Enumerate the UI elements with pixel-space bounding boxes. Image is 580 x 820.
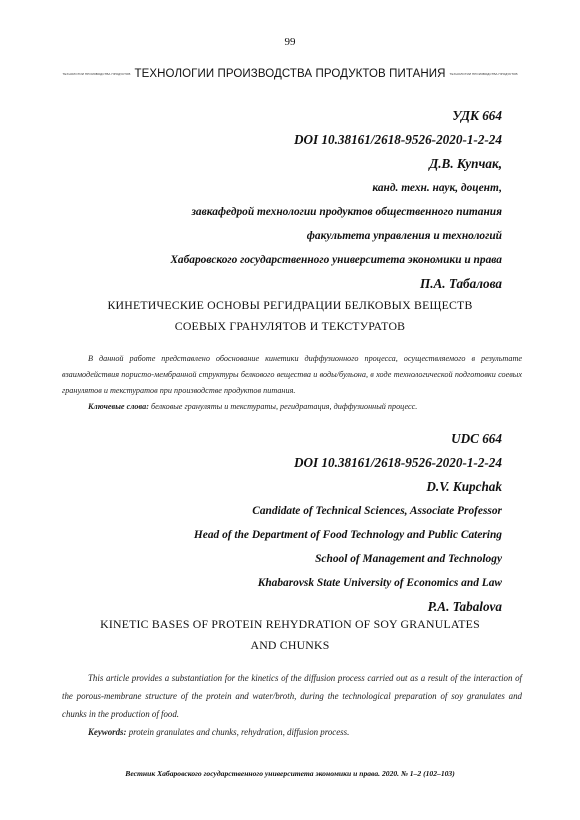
en-doi: DOI 10.38161/2618-9526-2020-1-2-24 bbox=[293, 455, 502, 470]
en-keywords bbox=[62, 723, 522, 741]
header-ornament-left: ТЕХНОЛОГИИ ПРОИЗВОДСТВА ПРОДУКТОВ bbox=[62, 72, 131, 76]
en-keywords-label: Keywords: bbox=[88, 727, 127, 737]
running-header bbox=[0, 68, 580, 80]
en-title-line2: AND CHUNKS bbox=[250, 638, 330, 652]
page-number: 99 bbox=[284, 36, 296, 48]
ru-keywords-label: Ключевые слова: bbox=[88, 402, 149, 411]
header-ornament-right: ТЕХНОЛОГИИ ПРОИЗВОДСТВА ПРОДУКТОВ bbox=[449, 72, 518, 76]
ru-degree: канд. техн. наук, доцент, bbox=[372, 182, 502, 194]
ru-author-block bbox=[170, 104, 502, 296]
en-udc: UDC 664 bbox=[451, 431, 502, 446]
en-faculty: School of Management and Technology bbox=[315, 553, 502, 565]
en-position: Head of the Department of Food Technology and Public Catering bbox=[193, 529, 502, 541]
ru-position: завкафедрой технологии продуктов общественного питания bbox=[191, 206, 502, 218]
ru-university: Хабаровского государственного университета экономики и права bbox=[170, 254, 502, 266]
ru-author2: П.А. Табалова bbox=[419, 276, 502, 291]
ru-doi: DOI 10.38161/2618-9526-2020-1-2-24 bbox=[293, 132, 502, 147]
ru-faculty: факультета управления и технологий bbox=[306, 230, 502, 242]
en-degree: Candidate of Technical Sciences, Associate Professor bbox=[252, 505, 502, 517]
ru-keywords bbox=[62, 399, 522, 415]
en-author1: D.V. Kupchak bbox=[426, 479, 502, 494]
en-keywords-text: protein granulates and chunks, rehydration, diffusion process. bbox=[128, 727, 350, 737]
ru-abstract bbox=[62, 351, 522, 415]
en-university: Khabarovsk State University of Economics and Law bbox=[257, 577, 502, 589]
header-title: ТЕХНОЛОГИИ ПРОИЗВОДСТВА ПРОДУКТОВ ПИТАНИЯ bbox=[134, 68, 446, 80]
ru-article-title bbox=[0, 295, 580, 337]
en-abstract bbox=[62, 669, 522, 741]
en-abstract-text: This article provides a substantiation for the kinetics of the diffusion process carried out as a result of the interaction of the porous-membrane structure of the protein and water/broth, during the technological preparation of soy granulates and chunks in the production of food. bbox=[62, 673, 522, 719]
en-title-line1: KINETIC BASES OF PROTEIN REHYDRATION OF SOY GRANULATES bbox=[100, 617, 480, 631]
en-article-title bbox=[0, 614, 580, 656]
ru-title-line1: КИНЕТИЧЕСКИЕ ОСНОВЫ РЕГИДРАЦИИ БЕЛКОВЫХ ВЕЩЕСТВ bbox=[107, 298, 473, 312]
en-author2: P.A. Tabalova bbox=[427, 599, 502, 614]
ru-abstract-text: В данной работе представлено обоснование кинетики диффузионного процесса, осуществляемого в результате взаимодействия пористо-мембранной структуры белкового вещества и воды/бульона, в ходе технологической подготовки соевых гранулятов и текстуратов при производстве продуктов питания. bbox=[62, 354, 522, 395]
en-author-block bbox=[194, 427, 502, 619]
ru-title-line2: СОЕВЫХ ГРАНУЛЯТОВ И ТЕКСТУРАТОВ bbox=[174, 319, 406, 333]
ru-author1: Д.В. Купчак, bbox=[429, 156, 502, 171]
ru-keywords-text: белковые грануляты и текстураты, регидратация, диффузионный процесс. bbox=[150, 402, 418, 411]
page-footer: Вестник Хабаровского государственного университета экономики и права. 2020. № 1–2 (102–103) bbox=[125, 769, 455, 778]
ru-udc: УДК 664 bbox=[452, 108, 502, 123]
